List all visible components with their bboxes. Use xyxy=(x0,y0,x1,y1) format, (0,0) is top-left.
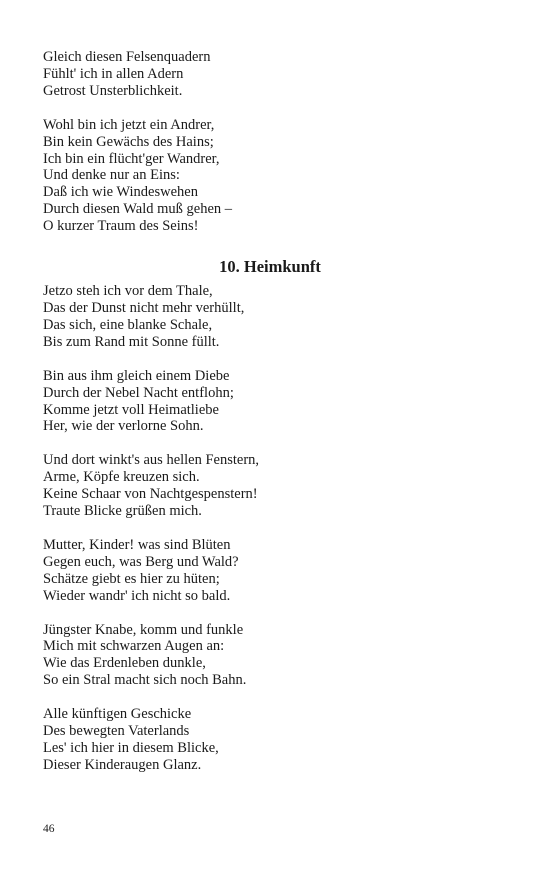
stanza xyxy=(43,368,513,436)
verse-line: Traute Blicke grüßen mich. xyxy=(43,503,202,520)
stanza-group-after xyxy=(43,283,513,774)
verse-line: Keine Schaar von Nachtgespenstern! xyxy=(43,486,258,503)
verse-line: Wohl bin ich jetzt ein Andrer, xyxy=(43,116,215,133)
verse-line: Daß ich wie Windeswehen xyxy=(43,184,198,201)
verse-line: Jetzo steh ich vor dem Thale, xyxy=(43,283,213,300)
verse-line: Bin aus ihm gleich einem Diebe xyxy=(43,367,230,384)
stanza xyxy=(43,117,513,235)
verse-line: Durch der Nebel Nacht entflohn; xyxy=(43,384,234,401)
verse-line: Des bewegten Vaterlands xyxy=(43,723,190,740)
stanza xyxy=(43,283,513,351)
verse-line: Wie das Erdenleben dunkle, xyxy=(43,655,206,672)
verse-line: Bis zum Rand mit Sonne füllt. xyxy=(43,333,220,350)
verse-line: Ich bin ein flücht'ger Wandrer, xyxy=(43,150,220,167)
stanza xyxy=(43,452,513,520)
verse-line: Mutter, Kinder! was sind Blüten xyxy=(43,536,231,553)
verse-line: Arme, Köpfe kreuzen sich. xyxy=(43,469,200,486)
verse-line: Und denke nur an Eins: xyxy=(43,167,180,184)
verse-line: Und dort winkt's aus hellen Fenstern, xyxy=(43,452,260,469)
verse-line: Bin kein Gewächs des Hains; xyxy=(43,133,214,150)
poem-title: 10. Heimkunft xyxy=(219,257,321,277)
verse-line: Schätze giebt es hier zu hüten; xyxy=(43,570,220,587)
stanza-group-before xyxy=(43,49,513,235)
verse-line: Komme jetzt voll Heimatliebe xyxy=(43,401,219,418)
verse-line: Alle künftigen Geschicke xyxy=(43,706,192,723)
verse-line: Gegen euch, was Berg und Wald? xyxy=(43,553,239,570)
verse-line: So ein Stral macht sich noch Bahn. xyxy=(43,672,247,689)
verse-line: Getrost Unsterblichkeit. xyxy=(43,82,183,99)
page-number: 46 xyxy=(43,823,55,835)
stanza xyxy=(43,706,513,774)
verse-line: Fühlt' ich in allen Adern xyxy=(43,65,184,82)
stanza xyxy=(43,49,513,100)
verse-line: Mich mit schwarzen Augen an: xyxy=(43,638,225,655)
verse-line: O kurzer Traum des Seins! xyxy=(43,218,199,235)
verse-line: Dieser Kinderaugen Glanz. xyxy=(43,756,202,773)
verse-line: Das sich, eine blanke Schale, xyxy=(43,316,213,333)
verse-line: Durch diesen Wald muß gehen – xyxy=(43,201,233,218)
verse-line: Jüngster Knabe, komm und funkle xyxy=(43,621,244,638)
stanza xyxy=(43,537,513,605)
poem-page xyxy=(43,49,513,791)
stanza xyxy=(43,622,513,690)
verse-line: Her, wie der verlorne Sohn. xyxy=(43,418,204,435)
verse-line: Les' ich hier in diesem Blicke, xyxy=(43,740,219,756)
verse-line: Wieder wandr' ich nicht so bald. xyxy=(43,587,231,604)
verse-line: Das der Dunst nicht mehr verhüllt, xyxy=(43,299,245,316)
verse-line: Gleich diesen Felsenquadern xyxy=(43,49,211,65)
